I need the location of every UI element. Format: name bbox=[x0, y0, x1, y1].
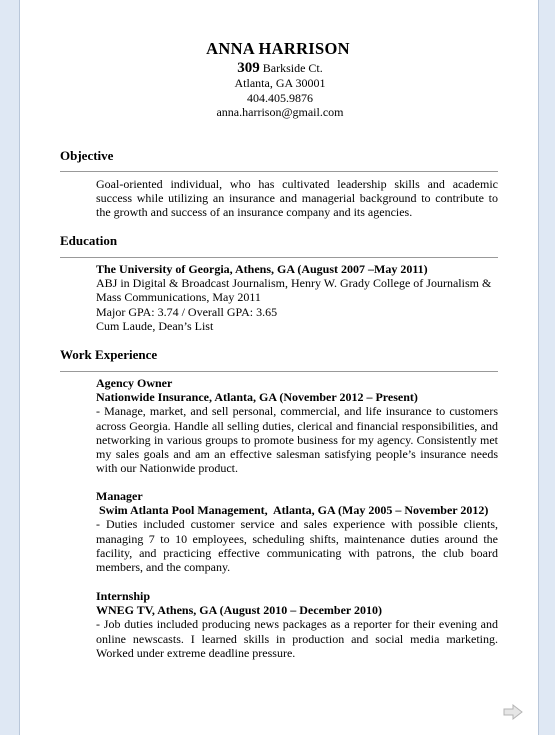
email-address: anna.harrison@gmail.com bbox=[216, 105, 344, 119]
degree: ABJ in Digital & Broadcast Journalism, Henry W. Grady College of Journalism & Mass Communications, May 2011 bbox=[96, 276, 492, 305]
job-role: Internship bbox=[96, 589, 151, 603]
street-number: 309 bbox=[237, 60, 260, 76]
job-entry-agency-owner bbox=[96, 376, 498, 475]
street-address bbox=[20, 60, 540, 76]
job-description: - Job duties included producing news packages as a reporter for their evening and online newscasts. I learned skills in production and social media marketing. Worked under extreme deadline pressure. bbox=[96, 617, 498, 660]
education-entry bbox=[96, 262, 498, 333]
applicant-name: ANNA HARRISON bbox=[206, 39, 350, 58]
work-experience-divider bbox=[60, 371, 498, 372]
job-description: - Manage, market, and sell personal, commercial, and life insurance to customers across Georgia. Handle all selling duties, clerical and financial responsibilities, and networking in various groups to promote business for my agency. Consistently met my sales goals and am an effective salesman satisfying people’s insurance needs with our Nationwide product. bbox=[96, 404, 498, 476]
job-role: Manager bbox=[96, 489, 143, 503]
education-heading: Education bbox=[60, 233, 118, 248]
job-company: WNEG TV, Athens, GA (August 2010 – December 2010) bbox=[96, 603, 383, 618]
job-company: Swim Atlanta Pool Management, Atlanta, GA (May 2005 – November 2012) bbox=[96, 503, 489, 518]
education-divider bbox=[60, 257, 498, 258]
honors: Cum Laude, Dean’s List bbox=[96, 318, 214, 333]
job-company: Nationwide Insurance, Atlanta, GA (November 2012 – Present) bbox=[96, 390, 418, 405]
job-entry-internship bbox=[96, 589, 498, 660]
school-name: The University of Georgia, Athens, GA (August 2007 –May 2011) bbox=[96, 262, 428, 276]
street-name: Barkside Ct. bbox=[262, 61, 323, 75]
objective-text: Goal-oriented individual, who has cultivated leadership skills and academic success while utilizing an insurance and managerial background to contribute to the growth and success of an insurance company and its agencies. bbox=[96, 177, 498, 220]
resume-page bbox=[19, 0, 539, 735]
phone-number: 404.405.9876 bbox=[247, 90, 313, 105]
next-page-arrow-icon[interactable] bbox=[503, 703, 523, 721]
work-experience-heading: Work Experience bbox=[60, 347, 158, 362]
city-state-zip: Atlanta, GA 30001 bbox=[234, 76, 326, 90]
objective-heading: Objective bbox=[60, 148, 114, 163]
job-entry-manager bbox=[96, 489, 498, 574]
gpa: Major GPA: 3.74 / Overall GPA: 3.65 bbox=[96, 304, 278, 319]
job-role: Agency Owner bbox=[96, 376, 173, 390]
resume-header bbox=[20, 39, 540, 120]
objective-divider bbox=[60, 171, 498, 172]
job-description: - Duties included customer service and sales experience with possible clients, managing 7 to 10 employees, scheduling shifts, maintenance duties around the facility, and practicing effective communicating with patrons, the club board members, and the company. bbox=[96, 517, 498, 575]
